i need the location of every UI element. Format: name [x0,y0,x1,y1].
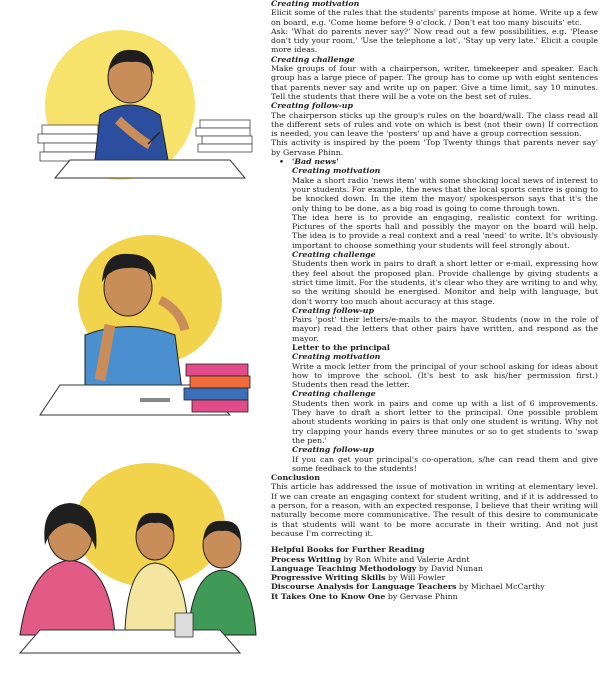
book-title: Language Teaching Methodology [271,563,417,573]
paper-stack-left [38,125,100,161]
paragraph: Write a mock letter from the principal of your school asking for ideas about how to improve the school. (It's best to ask his/her permission first.) Students then read the letter. [292,361,598,390]
book-author: by Michael McCarthy [456,582,545,592]
book-stack [184,364,250,412]
pen [140,398,170,402]
section-heading: Creating challenge [292,389,376,399]
section-heading: Creating challenge [292,250,376,260]
bullet-label: 'Bad news' [292,157,339,167]
section-heading: Creating follow-up [292,445,374,455]
book-author: by Ron White and Valerie Ardnt [340,554,470,564]
paragraph: Elicit some of the rules that the students' parents impose at home. Write up a few on board, e.g. 'Come home before 9 o'clock. / Don't eat too many biscuits' etc. [271,8,598,27]
bullet-icon: • [279,157,285,167]
book-entry [271,564,598,573]
book-title: It Takes One to Know One [271,591,386,601]
thinking-man-illustration [0,230,262,430]
book-title: Progressive Writing Skills [271,573,386,583]
paragraph: Make groups of four with a chairperson, writer, timekeeper and speaker. Each group has a large piece of paper. The group has to come up with eight sentences that parents never say and write up on paper. Give a time limit, say 10 minutes. Tell the students that there will be a vote on the best set of rules. [271,64,598,101]
pen-holder [175,613,193,637]
boy-writing-illustration [0,20,262,185]
books-heading: Helpful Books for Further Reading [271,545,425,555]
paragraph: The idea here is to provide an engaging, realistic context for writing. Pictures of the sports hall and possibly the mayor on the board will help. The idea is to provide a real context and a real 'need' to write. It's obviously important to choose something your students will feel strongly about. [292,212,598,250]
book-author: by David Nunan [416,563,483,573]
paragraph: Students then work in pairs and come up with a list of 6 improvements. They have to draft a short letter to the principal. One possible problem about students working in pairs is that only one student is writing. Why not try clapping your hands every three minutes or so to get students to 'swap the pen.' [292,398,598,445]
desk-paper [20,630,240,653]
paragraph: Pairs 'post' their letters/e-mails to the mayor. Students (now in the role of mayor) read the letters that other pairs have written, and respond as the mayor. [292,315,598,343]
book-author: by Gervase Phinn [385,591,458,601]
desk-paper [55,160,245,178]
section-heading: Creating motivation [271,0,360,8]
article-text-column [271,0,598,601]
paragraph: This activity is inspired by the poem 'Top Twenty things that parents never say' by Gervase Phinn. [271,138,598,157]
conclusion-heading: Conclusion [271,473,320,483]
paragraph: If you can get your principal's co-operation, s/he can read them and give some feedback to the students! [292,454,598,473]
section-heading: Creating follow-up [292,305,374,315]
book-entry [271,573,598,582]
section-heading: Creating motivation [292,352,381,362]
bullet-heading-bad-news [279,157,598,167]
section-heading: Creating follow-up [271,101,353,111]
book-entry [271,582,598,591]
paragraph: Ask: 'What do parents never say?' Now read out a few possibilities, e.g. 'Please don't tidy your room,' 'Use the telephone a lot', 'Stay up very late.' Elicit a couple more ideas. [271,26,598,55]
paragraph: The chairperson sticks up the group's rules on the board/wall. The class read all the different sets of rules and vote on which is best (not their own) If correction is needed, you can leave the 'posters' up and have a group correction session. [271,110,598,139]
three-students-illustration [0,455,262,655]
book-entry [271,555,598,564]
conclusion-paragraph: This article has addressed the issue of motivation in writing at elementary level. If we can create an engaging context for student writing, and if it is addressed to a person, for a reason, with an expected response, I believe that their writing will naturally become more communicative. The result of this desire to communicate is that students will want to be more accurate in their writing. And not just because I'm correcting it. [271,482,598,538]
paragraph: Students then work in pairs to draft a short letter or e-mail, expressing how they feel about the proposed plan. Provide challenge by giving students a strict time limit. For the students, it's clear who they are writing to and why, so the writing should be energised. Monitor and help with language, but don't worry too much about accuracy at this stage. [292,259,598,306]
book-entry [271,592,598,601]
book-author: by Will Fowler [385,573,446,583]
book-title: Process Writing [271,554,341,564]
book-title: Discourse Analysis for Language Teachers [271,582,457,592]
paragraph: Make a short radio 'news item' with some shocking local news of interest to your students. For example, the news that the local sports centre is going to be knocked down. In the item the mayor/ spokesperson says that it's the only thing to be done, as a big road is going to come through town. [292,175,598,213]
paper-stack-right [196,120,252,152]
section-heading: Creating motivation [292,166,381,176]
subsection-heading: Letter to the principal [292,342,390,352]
section-heading: Creating challenge [271,54,355,64]
